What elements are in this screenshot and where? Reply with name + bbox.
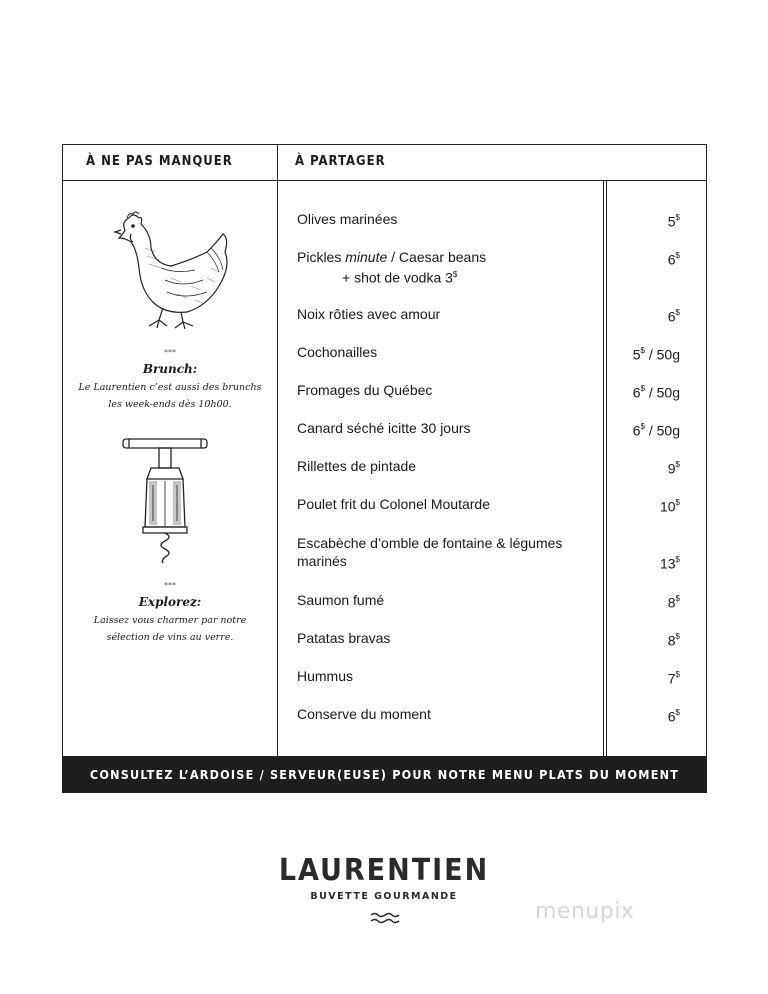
menu-item-name: Saumon fumé [297, 592, 385, 608]
waves-icon [370, 911, 400, 927]
menu-item-name: Hummus [297, 668, 354, 684]
sidebar-column [63, 180, 278, 757]
brunch-text-line2: les week-ends dès 10h00. [108, 399, 232, 410]
menu-item-price: 6$ [667, 251, 680, 268]
explore-text-line2: sélection de vins au verre. [106, 632, 234, 643]
menu-item-price: 5$ [667, 213, 680, 230]
menu-item-name: Escabèche d’omble de fontaine & légumes [297, 535, 563, 551]
menu-item-price: 10$ [659, 498, 680, 515]
corkscrew-illustration-icon [121, 435, 211, 565]
menu-item-name: Fromages du Québec [297, 382, 433, 398]
chicken-illustration-icon [111, 208, 233, 334]
watermark-logo: menupix [535, 899, 635, 924]
menu-card [62, 144, 707, 793]
menu-item-name: Pickles minute / Caesar beans [297, 249, 487, 265]
menu-item-name: Rillettes de pintade [297, 458, 417, 474]
brunch-stars: *** [164, 348, 176, 357]
explore-text-line1: Laissez vous charmer par notre [93, 615, 247, 626]
brunch-title: Brunch: [142, 362, 198, 376]
header-left-title: À NE PAS MANQUER [86, 154, 233, 169]
menu-item-price: 13$ [659, 555, 680, 572]
brand-name: LAURENTIEN [278, 853, 490, 888]
menu-item-name: Noix rôties avec amour [297, 306, 441, 322]
menu-item-price: 7$ [667, 670, 680, 687]
menu-item-price: 9$ [667, 460, 680, 477]
menu-item-name: Olives marinées [297, 211, 398, 227]
menu-item-price: 8$ [667, 594, 680, 611]
menu-item-name: Patatas bravas [297, 630, 391, 646]
menu-header-row [63, 145, 706, 181]
brand-tagline: BUVETTE GOURMANDE [310, 891, 458, 902]
menu-item-price: 6$ / 50g [632, 384, 680, 401]
menu-item-name: Poulet frit du Colonel Moutarde [297, 496, 490, 512]
menu-item-price: 6$ [667, 308, 680, 325]
menu-item-name: Canard séché icitte 30 jours [297, 420, 471, 436]
brunch-text-line1: Le Laurentien c’est aussi des brunchs [78, 382, 262, 393]
menu-item-name: Cochonailles [297, 344, 378, 360]
menu-item-price: 6$ [667, 708, 680, 725]
menu-item-subline: + shot de vodka 3$ [342, 269, 458, 286]
menu-item-price: 5$ / 50g [632, 346, 680, 363]
header-right-title: À PARTAGER [295, 154, 386, 169]
footer-banner: CONSULTEZ L’ARDOISE / SERVEUR(EUSE) POUR NOTRE MENU PLATS DU MOMENT [62, 756, 707, 793]
price-column-divider [603, 180, 607, 757]
explore-stars: *** [164, 581, 176, 590]
header-left-cell [63, 145, 278, 180]
menu-item-name: Conserve du moment [297, 706, 431, 722]
menu-item-price: 6$ / 50g [632, 422, 680, 439]
menu-item-price: 8$ [667, 632, 680, 649]
explore-title: Explorez: [138, 595, 202, 609]
menu-item-name-line2: marinés [297, 553, 347, 569]
